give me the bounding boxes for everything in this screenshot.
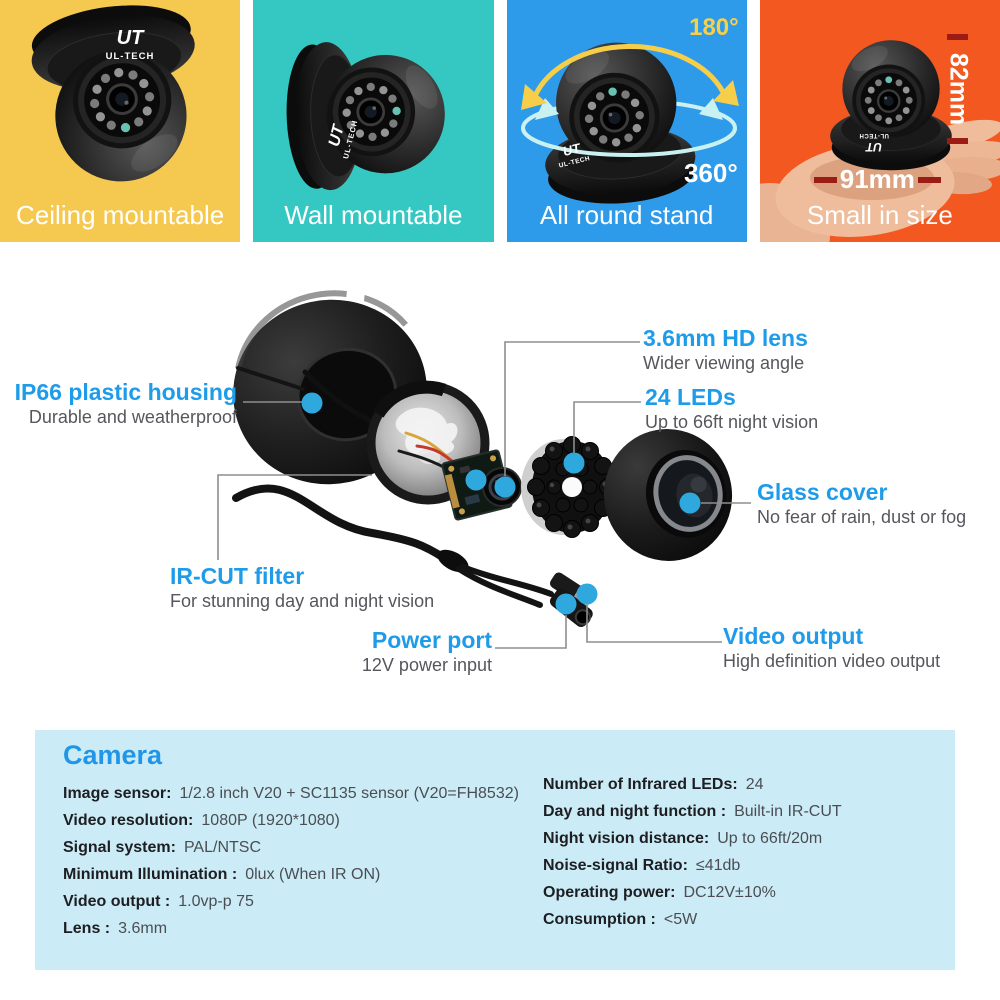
panel-small-in-size bbox=[760, 0, 1000, 242]
callout-title: Glass cover bbox=[757, 479, 888, 505]
spec-value: 1080P (1920*1080) bbox=[201, 811, 340, 829]
spec-column-left bbox=[63, 780, 519, 942]
panel-wall-mountable bbox=[253, 0, 493, 242]
spec-label: Day and night function : bbox=[543, 802, 727, 820]
dimension-tick bbox=[918, 177, 941, 183]
callout-subtitle: Up to 66ft night vision bbox=[645, 412, 819, 432]
spec-label: Number of Infrared LEDs: bbox=[543, 775, 738, 793]
spec-row bbox=[543, 906, 842, 933]
spec-value: <5W bbox=[663, 910, 698, 928]
spec-value: ≤41db bbox=[695, 856, 741, 874]
svg-text:UL-TECH: UL-TECH bbox=[105, 51, 155, 62]
callout-title: 3.6mm HD lens bbox=[643, 325, 808, 351]
svg-text:UT: UT bbox=[326, 123, 348, 149]
callout-subtitle: 12V power input bbox=[361, 655, 492, 675]
width-dimension bbox=[814, 164, 941, 195]
callout-subtitle: Wider viewing angle bbox=[643, 353, 805, 373]
dimension-tick bbox=[947, 138, 968, 144]
callout-title: 24 LEDs bbox=[645, 384, 736, 410]
spec-row bbox=[543, 798, 842, 825]
callout-subtitle: Durable and weatherproof bbox=[28, 407, 237, 427]
panel-ceiling-mountable bbox=[0, 0, 240, 242]
svg-text:UL-TECH: UL-TECH bbox=[858, 132, 889, 138]
callout-title: IR-CUT filter bbox=[170, 563, 305, 589]
power-dot bbox=[556, 594, 577, 615]
glass-dot bbox=[680, 493, 701, 514]
spec-row bbox=[543, 879, 842, 906]
rotation-360-label: 360° bbox=[683, 158, 738, 188]
callout-power bbox=[362, 627, 492, 676]
leds-dot bbox=[564, 453, 585, 474]
callout-subtitle: No fear of rain, dust or fog bbox=[757, 507, 967, 527]
spec-label: Noise-signal Ratio: bbox=[543, 856, 688, 874]
spec-label: Consumption : bbox=[543, 910, 656, 928]
spec-value: 0lux (When IR ON) bbox=[245, 865, 381, 883]
spec-row bbox=[63, 861, 519, 888]
svg-text:UT: UT bbox=[560, 140, 582, 160]
exploded-view-diagram bbox=[0, 242, 1000, 707]
lens-dot bbox=[495, 477, 516, 498]
svg-text:UT: UT bbox=[865, 140, 882, 154]
spec-label: Signal system: bbox=[63, 838, 176, 856]
spec-row bbox=[63, 834, 519, 861]
height-dimension-label: 82mm bbox=[944, 52, 973, 126]
spec-value: 24 bbox=[745, 775, 764, 793]
callout-title: IP66 plastic housing bbox=[14, 379, 237, 405]
spec-label: Night vision distance: bbox=[543, 829, 710, 847]
video-dot bbox=[577, 584, 598, 605]
rotation-180-label: 180° bbox=[689, 14, 739, 41]
svg-text:UT: UT bbox=[116, 27, 144, 49]
spec-label: Video resolution: bbox=[63, 811, 194, 829]
width-dimension-label: 91mm bbox=[839, 164, 915, 194]
feature-panels bbox=[0, 0, 1000, 242]
spec-value: Up to 66ft/20m bbox=[717, 829, 823, 847]
spec-value: PAL/NTSC bbox=[183, 838, 261, 856]
spec-row bbox=[543, 852, 842, 879]
spec-label: Image sensor: bbox=[63, 784, 172, 802]
callout-lens bbox=[643, 325, 808, 374]
callout-leds bbox=[645, 384, 818, 433]
spec-label: Operating power: bbox=[543, 883, 676, 901]
dimension-tick bbox=[947, 34, 968, 40]
spec-label: Video output : bbox=[63, 892, 171, 910]
panel-all-round-stand bbox=[507, 0, 747, 242]
svg-text:UL-TECH: UL-TECH bbox=[341, 118, 360, 160]
callout-title: Power port bbox=[371, 627, 492, 653]
spec-label: Minimum Illumination : bbox=[63, 865, 238, 883]
spec-row bbox=[63, 807, 519, 834]
spec-row bbox=[63, 888, 519, 915]
spec-value: Built-in IR-CUT bbox=[734, 802, 842, 820]
camera-spec-sheet bbox=[35, 730, 955, 970]
panel-caption: Wall mountable bbox=[284, 200, 463, 230]
spec-row bbox=[543, 825, 842, 852]
spec-sheet-title: Camera bbox=[63, 740, 163, 770]
spec-column-right bbox=[543, 771, 842, 933]
spec-value: 1/2.8 inch V20 + SC1135 sensor (V20=FH8532) bbox=[179, 784, 519, 802]
spec-label: Lens : bbox=[63, 919, 111, 937]
spec-value: 3.6mm bbox=[118, 919, 168, 937]
height-dimension bbox=[944, 34, 972, 144]
callout-ircut bbox=[170, 563, 434, 612]
svg-text:UL-TECH: UL-TECH bbox=[557, 155, 591, 170]
dimension-tick bbox=[814, 177, 837, 183]
housing-dot bbox=[302, 393, 323, 414]
spec-value: DC12V±10% bbox=[683, 883, 776, 901]
callout-glass bbox=[757, 479, 966, 528]
panel-caption: Ceiling mountable bbox=[16, 200, 225, 230]
spec-row bbox=[63, 915, 519, 942]
panel-caption: Small in size bbox=[806, 200, 953, 230]
panel-caption: All round stand bbox=[539, 200, 714, 230]
callout-video bbox=[723, 623, 940, 672]
spec-row bbox=[543, 771, 842, 798]
ircut-dot bbox=[466, 470, 487, 491]
ir-led-board bbox=[521, 437, 617, 538]
callout-subtitle: High definition video output bbox=[723, 651, 941, 671]
spec-value: 1.0vp-p 75 bbox=[178, 892, 254, 910]
front-cover bbox=[594, 419, 743, 571]
spec-row bbox=[63, 780, 519, 807]
callout-title: Video output bbox=[723, 623, 864, 649]
callout-subtitle: For stunning day and night vision bbox=[170, 591, 435, 611]
callout-housing bbox=[15, 379, 237, 428]
